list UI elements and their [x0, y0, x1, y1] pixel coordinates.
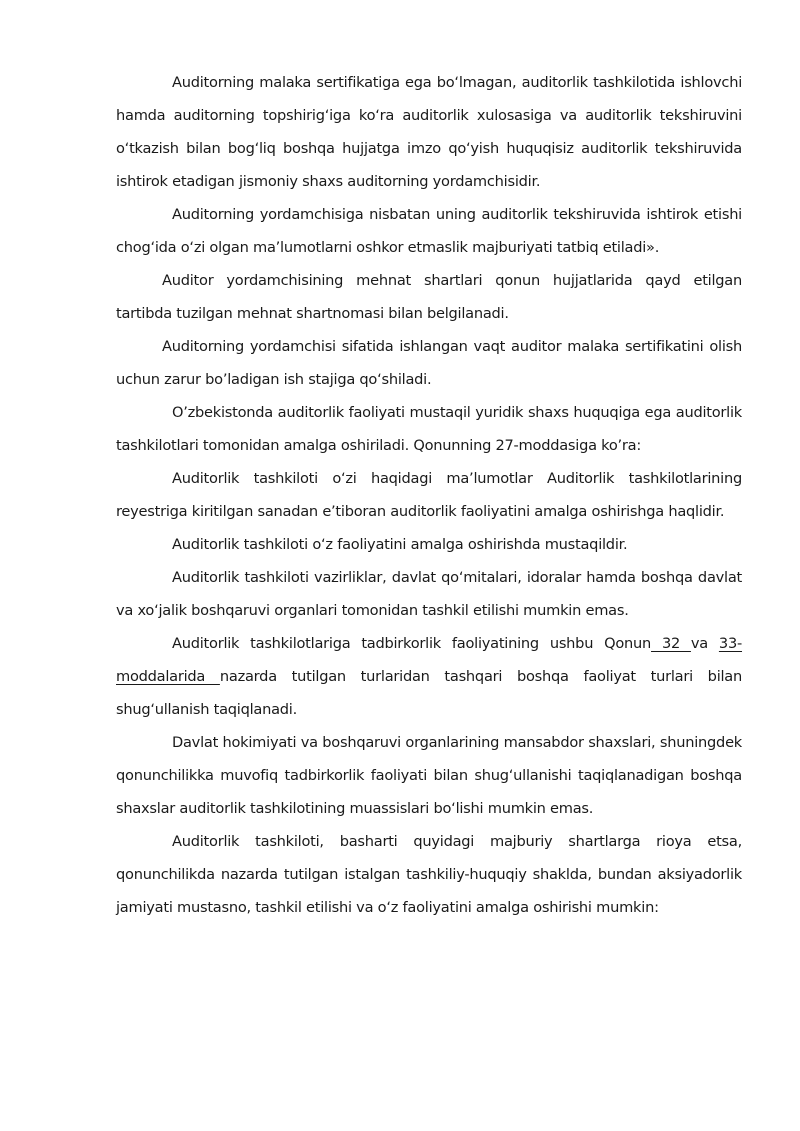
- paragraph-labor-conditions: Auditor yordamchisining mehnat shartlari qonun hujjatlarida qayd etilgan tartibda tuzilgan mehnat shartnomasi bilan belgilanadi.: [116, 272, 742, 322]
- paragraph-work-experience: Auditorning yordamchisi sifatida ishlangan vaqt auditor malaka sertifikatini olish uchun zarur bo’ladigan ish stajiga qo‘shiladi.: [116, 338, 742, 388]
- paragraph-auditor-assistant-definition: Auditorning malaka sertifikatiga ega bo‘lmagan, auditorlik tashkilotida ishlovchi hamda auditorning topshirig‘iga ko‘ra auditorlik xulosasiga va auditorlik tekshiruvini o‘tkazish bilan bog‘liq boshqa hujjatga imzo qo‘yish huquqisiz auditorlik tekshiruvida ishtirok etadigan jismoniy shaxs auditorning yordamchisidir.: [116, 74, 742, 190]
- paragraph-activity-restriction-end: nazarda tutilgan turlaridan tashqari boshqa faoliyat turlari bilan shug‘ullanish taqiqlanadi.: [116, 668, 742, 718]
- paragraph-confidentiality: Auditorning yordamchisiga nisbatan uning auditorlik tekshiruvida ishtirok etishi chog‘ida o‘zi olgan ma’lumotlarni oshkor etmaslik majburiyati tatbiq etiladi».: [116, 206, 742, 256]
- document-page: [116, 66, 742, 924]
- paragraph-audit-organizations: O’zbekistonda auditorlik faoliyati mustaqil yuridik shaxs huquqiga ega auditorlik tashkilotlari tomonidan amalga oshiriladi. Qonunning 27-moddasiga ko’ra:: [116, 404, 742, 454]
- paragraph-activity-restriction-conjunction: va: [690, 635, 719, 652]
- paragraph-activity-restriction-start: Auditorlik tashkilotlariga tadbirkorlik faoliyatining ushbu Qonun: [172, 635, 652, 652]
- paragraph-registry: Auditorlik tashkiloti o‘zi haqidagi ma’lumotlar Auditorlik tashkilotlarining reyestriga kiritilgan sanadan e’tiboran auditorlik faoliyatini amalga oshirishga haqlidir.: [116, 470, 742, 520]
- paragraph-independence: Auditorlik tashkiloti o‘z faoliyatini amalga oshirishda mustaqildir.: [172, 536, 628, 553]
- article-32-link[interactable]: 32: [651, 635, 691, 652]
- article-33-link[interactable]: 33-moddalarida: [116, 635, 743, 685]
- paragraph-founders-restriction: Davlat hokimiyati va boshqaruvi organlarining mansabdor shaxslari, shuningdek qonunchilikka muvofiq tadbirkorlik faoliyati bilan shug‘ullanishi taqiqlanadigan boshqa shaxslar auditorlik tashkilotining muassislari bo‘lishi mumkin emas.: [116, 734, 742, 817]
- paragraph-legal-form: Auditorlik tashkiloti, basharti quyidagi majburiy shartlarga rioya etsa, qonunchilikda nazarda tutilgan istalgan tashkiliy-huquqiy shaklda, bundan aksiyadorlik jamiyati mustasno, tashkil etilishi va o‘z faoliyatini amalga oshirishi mumkin:: [116, 833, 742, 916]
- paragraph-establishment-restriction: Auditorlik tashkiloti vazirliklar, davlat qo‘mitalari, idoralar hamda boshqa davlat va xo‘jalik boshqaruvi organlari tomonidan tashkil etilishi mumkin emas.: [116, 569, 742, 619]
- paragraph-activity-restriction: [116, 627, 742, 726]
